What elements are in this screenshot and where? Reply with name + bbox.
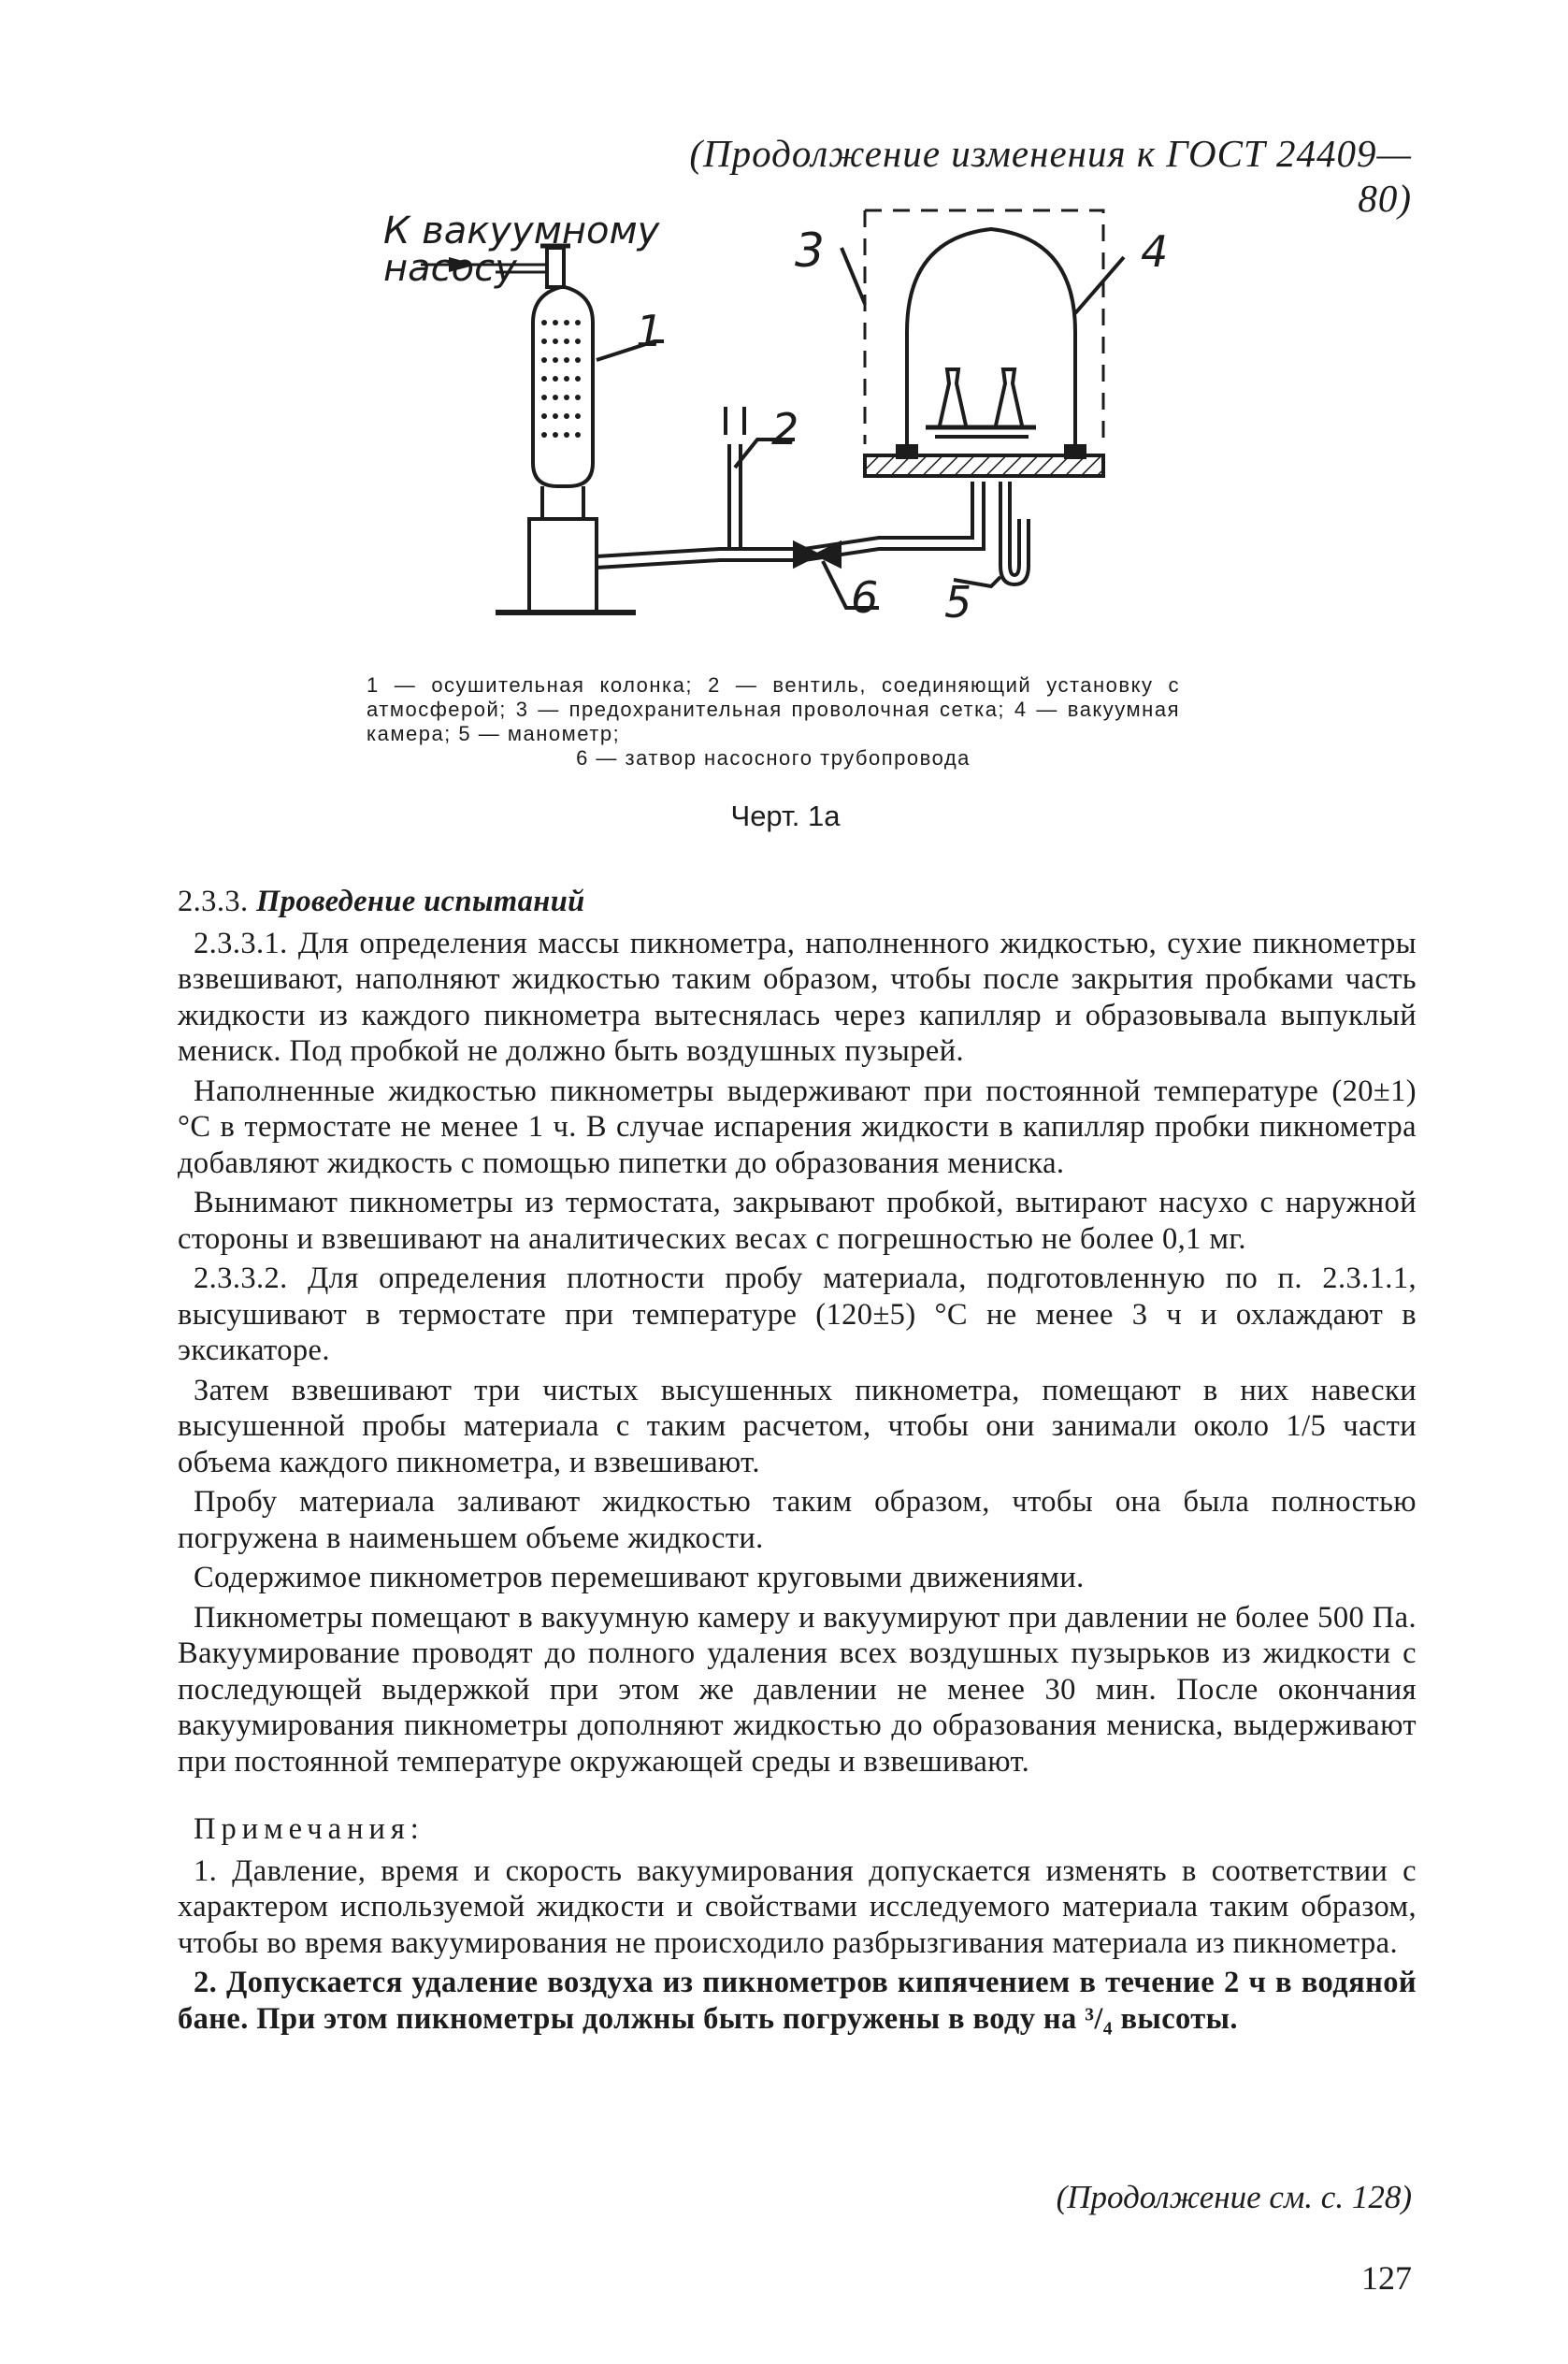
paragraph: Наполненные жидкостью пикнометры выдерживают при постоянной температуре (20±1) °С в термостате не менее 1 ч. В случае испарения жидкости в капилляр пробки пикнометра добавляют жидкость с помощью пипетки до образования мениска. bbox=[178, 1074, 1417, 1180]
column-packing bbox=[541, 320, 581, 438]
paragraph: Содержимое пикнометров перемешивают круговыми движениями. bbox=[194, 1561, 1085, 1594]
continuation-note: (Продолжение см. с. 128) bbox=[1056, 2179, 1412, 2215]
pump-label-line2: насосу bbox=[383, 247, 517, 290]
safety-mesh-frame bbox=[865, 210, 1103, 444]
section-title: Проведение испытаний bbox=[256, 885, 585, 918]
legend-item: 4 — вакуумная камера; bbox=[367, 698, 1180, 745]
label-number-6: 6 bbox=[851, 572, 879, 623]
drying-column bbox=[533, 287, 593, 486]
label-number-4: 4 bbox=[1141, 226, 1169, 277]
legend-item: 2 — вентиль, соединяющий установку с атмосферой; bbox=[367, 673, 1180, 721]
paragraph: 2.3.3.2. Для определения плотности пробу материала, подготовленную по п. 2.3.1.1, высушивают в термостате при температуре (120±5) °С не менее 3 ч и охлаждают в эксикаторе. bbox=[178, 1261, 1417, 1367]
figure-title: Черт. 1а bbox=[730, 800, 841, 832]
label-number-3: 3 bbox=[795, 223, 825, 278]
note-item: 1. Давление, время и скорость вакуумирования допускается изменять в соответствии с характером используемой жидкости и свойствами исследуемого материала таким образом, чтобы во время вакуумирования не происходило разбрызгивания материала из пикнометра. bbox=[178, 1853, 1417, 1960]
pycnometer bbox=[940, 369, 966, 425]
section-number: 2.3.3. bbox=[178, 885, 249, 918]
vent-tube bbox=[729, 444, 741, 547]
apparatus-drawing bbox=[355, 201, 1178, 669]
pump-label-line1: К вакуумному bbox=[383, 209, 660, 252]
running-header: (Продолжение изменения к ГОСТ 24409—80) bbox=[689, 132, 1412, 220]
label-number-2: 2 bbox=[771, 404, 799, 454]
notes-heading: Примечания: bbox=[194, 1812, 424, 1846]
paragraph: Пикнометры помещают в вакуумную камеру и вакуумируют при давлении не более 500 Па. Вакуумирование проводят до полного удаления всех воздушных пузырьков из жидкости с последующей выдержкой при этом же давлении не менее 30 мин. После окончания вакуумирования пикнометры дополняют жидкостью до образования мениска, выдерживают при постоянной температуре окружающей среды и взвешивают. bbox=[178, 1600, 1417, 1779]
figure-legend bbox=[367, 673, 1180, 771]
paragraph: Затем взвешивают три чистых высушенных пикнометра, помещают в них навески высушенной пробы материала с таким расчетом, чтобы они занимали около 1/5 части объема каждого пикнометра, и взвешивают. bbox=[178, 1373, 1417, 1479]
connecting-pipe bbox=[597, 482, 972, 556]
legend-item: 6 — затвор насосного трубопровода bbox=[576, 746, 971, 770]
legend-item: 5 — манометр; bbox=[458, 722, 621, 745]
label-number-1: 1 bbox=[636, 306, 664, 356]
label-number-5: 5 bbox=[944, 577, 972, 627]
vacuum-chamber bbox=[907, 229, 1075, 454]
section-heading bbox=[178, 884, 1417, 920]
note-item: 2. Допускается удаление воздуха из пикнометров кипячением в течение 2 ч в водяной бане. При этом пикнометры должны быть погружены в воду на ³/₄ высоты. bbox=[178, 1966, 1417, 2036]
legend-item: 1 — осушительная колонка; bbox=[367, 673, 694, 697]
manometer bbox=[1000, 482, 1029, 584]
page-number: 127 bbox=[1361, 2259, 1412, 2297]
column-base bbox=[529, 519, 597, 613]
paragraph: Пробу материала заливают жидкостью таким образом, чтобы она была полностью погружена в наименьшем объеме жидкости. bbox=[178, 1485, 1417, 1555]
apparatus-diagram bbox=[355, 201, 1178, 669]
paragraph: 2.3.3.1. Для определения массы пикнометра, наполненного жидкостью, сухие пикнометры взвешивают, наполняют жидкостью таким образом, чтобы после закрытия пробками часть жидкости из каждого пикнометра вытеснялась через капилляр и образовывала выпуклый мениск. Под пробкой не должно быть воздушных пузырей. bbox=[178, 926, 1417, 1068]
legend-item: 3 — предохранительная проволочная сетка; bbox=[515, 698, 1006, 721]
pycnometer bbox=[996, 369, 1022, 425]
paragraph: Вынимают пикнометры из термостата, закрывают пробкой, вытирают насухо с наружной стороны и взвешивают на аналитических весах с погрешностью не более 0,1 мг. bbox=[178, 1186, 1417, 1256]
main-text bbox=[178, 884, 1417, 2040]
